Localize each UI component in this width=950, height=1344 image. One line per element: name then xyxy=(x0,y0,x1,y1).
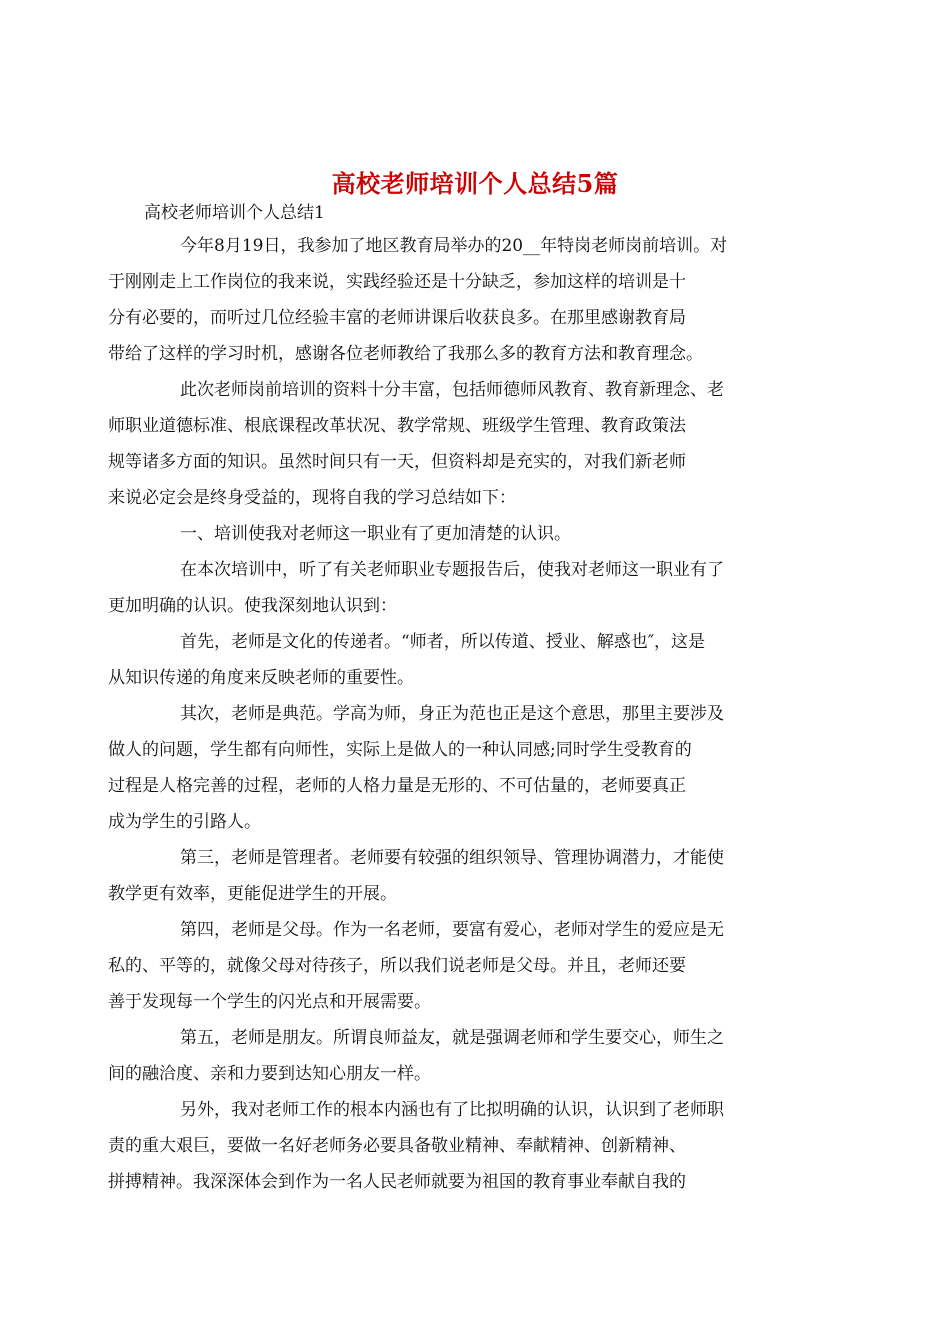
paragraph-line: 此次老师岗前培训的资料十分丰富，包括师德师风教育、教育新理念、老 xyxy=(180,380,724,400)
paragraph-line: 第四，老师是父母。作为一名老师，要富有爱心，老师对学生的爱应是无 xyxy=(180,920,724,940)
paragraph-line: 规等诸多方面的知识。虽然时间只有一天，但资料却是充实的，对我们新老师 xyxy=(108,452,686,472)
paragraph-line: 教学更有效率，更能促进学生的开展。 xyxy=(108,884,397,904)
body-paragraph xyxy=(108,552,804,624)
paragraph-line: 过程是人格完善的过程，老师的人格力量是无形的、不可估量的，老师要真正 xyxy=(108,776,686,796)
paragraph-line: 今年8月19日，我参加了地区教育局举办的20__年特岗老师岗前培训。对 xyxy=(180,236,728,256)
paragraph-line: 在本次培训中，听了有关老师职业专题报告后，使我对老师这一职业有了 xyxy=(180,560,724,580)
paragraph-line: 另外，我对老师工作的根本内涵也有了比拟明确的认识，认识到了老师职 xyxy=(180,1100,724,1120)
body-paragraph xyxy=(108,1092,804,1200)
paragraph-line: 从知识传递的角度来反映老师的重要性。 xyxy=(108,668,414,688)
body-paragraph xyxy=(108,372,804,516)
body-paragraph xyxy=(108,1020,804,1092)
paragraph-line: 私的、平等的，就像父母对待孩子，所以我们说老师是父母。并且，老师还要 xyxy=(108,956,686,976)
body-paragraph xyxy=(144,516,804,552)
paragraph-line: 师职业道德标准、根底课程改革状况、教学常规、班级学生管理、教育政策法 xyxy=(108,416,686,436)
paragraph-line: 善于发现每一个学生的闪光点和开展需要。 xyxy=(108,992,431,1012)
paragraph-line: 责的重大艰巨，要做一名好老师务必要具备敬业精神、奉献精神、创新精神、 xyxy=(108,1136,686,1156)
body-paragraph xyxy=(108,912,804,1020)
paragraph-line: 第三，老师是管理者。老师要有较强的组织领导、管理协调潜力，才能使 xyxy=(180,848,724,868)
section-heading: 高校老师培训个人总结1 xyxy=(144,203,325,223)
paragraph-line: 其次，老师是典范。学高为师，身正为范也正是这个意思，那里主要涉及 xyxy=(180,704,724,724)
paragraph-line: 拼搏精神。我深深体会到作为一名人民老师就要为祖国的教育事业奉献自我的 xyxy=(108,1172,686,1192)
paragraph-line: 更加明确的认识。使我深刻地认识到： xyxy=(108,596,397,616)
paragraph-line: 第五，老师是朋友。所谓良师益友，就是强调老师和学生要交心，师生之 xyxy=(180,1028,724,1048)
paragraph-line: 分有必要的，而听过几位经验丰富的老师讲课后收获良多。在那里感谢教育局 xyxy=(108,308,686,328)
body-paragraph xyxy=(108,228,804,372)
paragraph-line: 一、培训使我对老师这一职业有了更加清楚的认识。 xyxy=(180,524,571,544)
paragraph-line: 做人的问题，学生都有向师性，实际上是做人的一种认同感;同时学生受教育的 xyxy=(108,740,692,760)
paragraph-line: 带给了这样的学习时机，感谢各位老师教给了我那么多的教育方法和教育理念。 xyxy=(108,344,703,364)
body-paragraph xyxy=(108,624,804,696)
body-paragraph xyxy=(108,840,804,912)
paragraph-line: 成为学生的引路人。 xyxy=(108,812,261,832)
paragraph-line: 于刚刚走上工作岗位的我来说，实践经验还是十分缺乏，参加这样的培训是十 xyxy=(108,272,686,292)
paragraph-line: 来说必定会是终身受益的，现将自我的学习总结如下： xyxy=(108,488,516,508)
body-paragraph xyxy=(108,696,804,840)
paragraph-line: 间的融洽度、亲和力要到达知心朋友一样。 xyxy=(108,1064,431,1084)
document-title: 高校老师培训个人总结5篇 xyxy=(331,169,619,199)
document-body xyxy=(108,228,804,1200)
paragraph-line: 首先，老师是文化的传递者。“师者，所以传道、授业、解惑也″，这是 xyxy=(180,632,706,652)
